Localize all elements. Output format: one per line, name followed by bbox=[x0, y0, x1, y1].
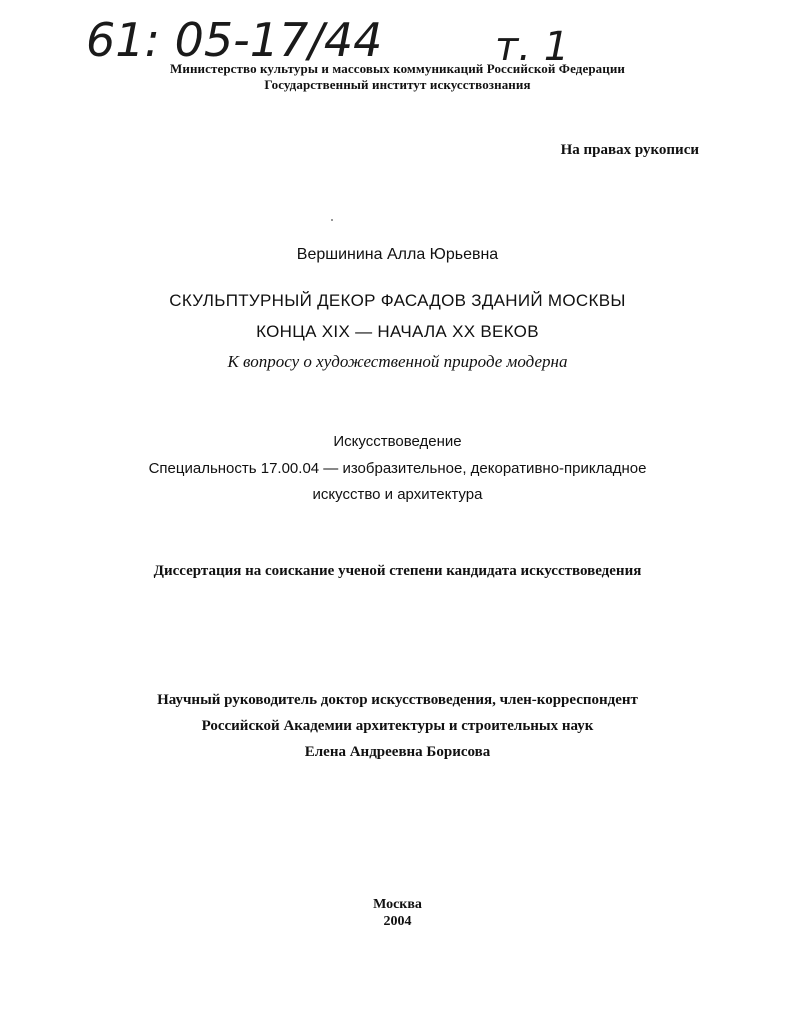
city: Москва bbox=[373, 897, 422, 912]
scan-speck bbox=[331, 219, 333, 221]
handwritten-code: 61: 05-17/44 bbox=[86, 13, 383, 67]
year: 2004 bbox=[383, 914, 412, 929]
specialty-line-1: Специальность 17.00.04 — изобразительное, декоративно-прикладное bbox=[148, 460, 647, 477]
supervisor-line-1: Научный руководитель доктор искусствоведения, член-корреспондент bbox=[157, 692, 638, 708]
ministry-name: Министерство культуры и массовых коммуникаций Российской Федерации bbox=[169, 61, 626, 76]
author-name: Вершинина Алла Юрьевна bbox=[296, 246, 499, 263]
title-line-1: СКУЛЬПТУРНЫЙ ДЕКОР ФАСАДОВ ЗДАНИЙ МОСКВЫ bbox=[169, 291, 626, 310]
specialty-line-2: искусство и архитектура bbox=[312, 486, 483, 503]
institute-name: Государственный институт искусствознания bbox=[264, 77, 531, 92]
supervisor-name: Елена Андреевна Борисова bbox=[304, 744, 491, 760]
handwritten-volume: т. 1 bbox=[495, 24, 570, 70]
subtitle: К вопросу о художественной природе модерна bbox=[227, 352, 568, 371]
supervisor-line-2: Российской Академии архитектуры и строительных наук bbox=[201, 718, 594, 734]
manuscript-rights-note: На правах рукописи bbox=[560, 142, 699, 158]
degree-statement: Диссертация на соискание ученой степени кандидата искусствоведения bbox=[153, 563, 642, 579]
field-name: Искусствоведение bbox=[333, 433, 462, 450]
title-line-2: КОНЦА XIX — НАЧАЛА XX ВЕКОВ bbox=[256, 322, 539, 341]
